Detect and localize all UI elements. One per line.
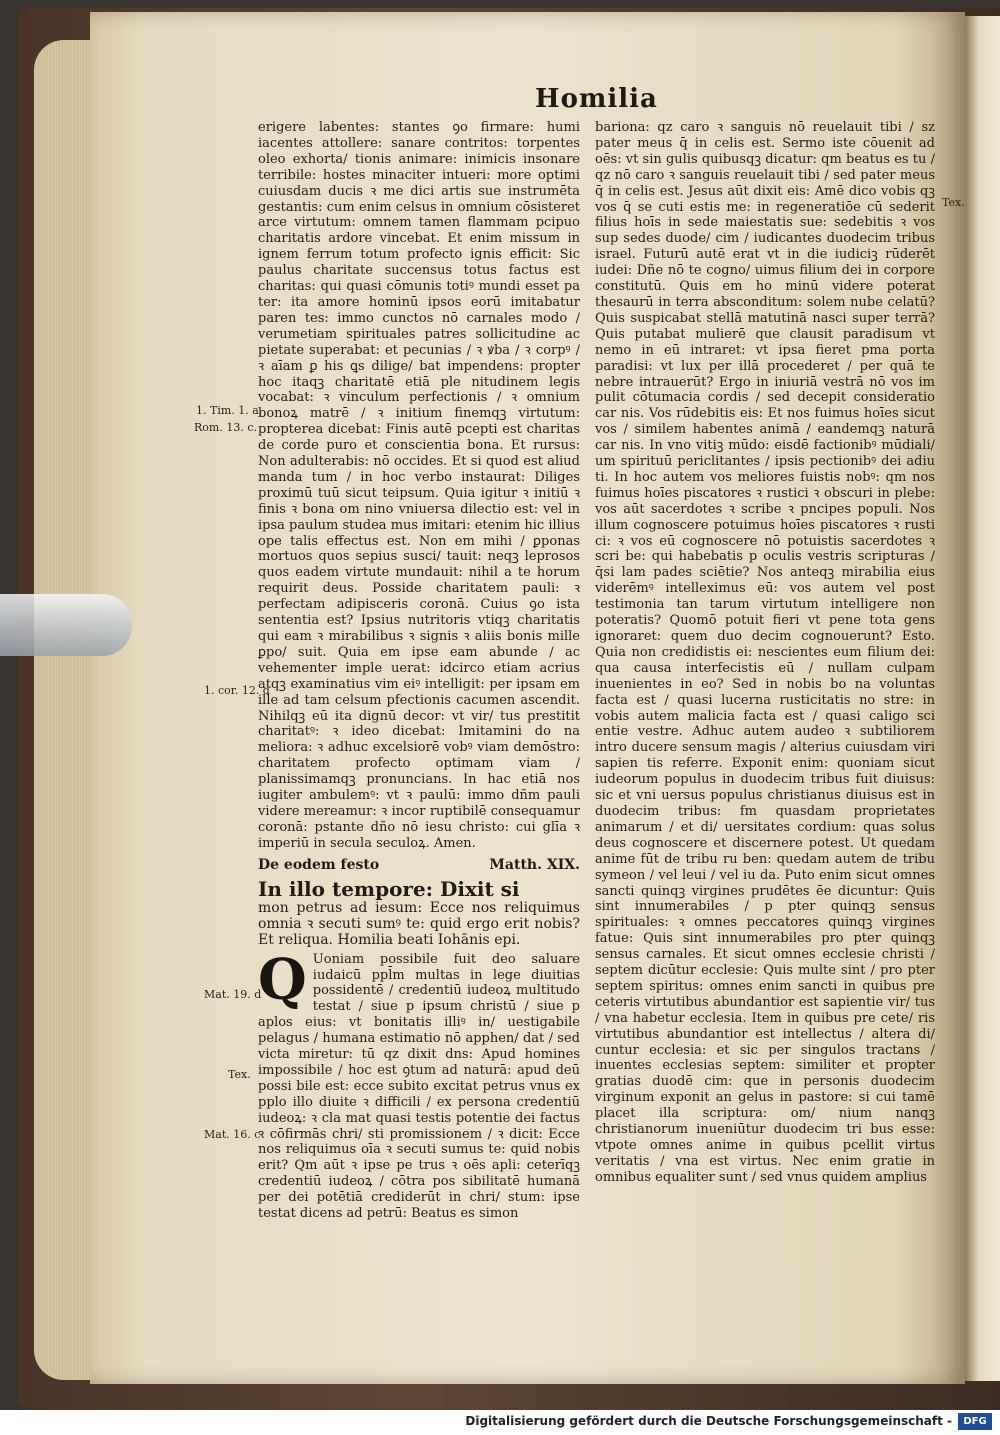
page-clip: [0, 594, 132, 656]
section-heading-label: De eodem festo: [258, 856, 380, 873]
margin-note-tim: 1. Tim. 1. a.: [196, 404, 263, 417]
margin-note-cor: 1. cor. 12. d: [204, 684, 270, 697]
left-paragraph-2-text: Uoniam possibile fuit deo saluare iudaicū ppl̄m multas in lege diuitias possidentē / credentiū iudeoꝝ multitudo testat / siue p ipsum christū / siue p aplos eius: vt bonitatis illiꝰ in/ uestigabile pelagus / humana estimatio nō apphen/ dat / sed victa miretur: tū qz dixit dns: Apud homines impossibile / hoc est ꝯtum ad naturā: apud deū possi bile est: ecce subito excitat petrus vnus ex pplo illo diuite ꝛ difficili / ex persona credentiū iudeoꝝ: ꝛ cla mat quasi testis potentie dei factus ꝛ cōfirmās chri/ sti promissionem / ꝛ dicit: Ecce nos reliquimus oīa ꝛ secuti sumus te: quid nobis erit? Qm aūt ꝛ ipse pe trus ꝛ oēs apli: ceterīqꝫ credentiū iudeoꝝ / cōtra pos sibilitatē humanā per dei potētiā crediderūt in chri/ stum: ipse testat dicens ad petrū: Beatus es simon: [258, 951, 580, 1222]
incipit: In illo tempore: Dixit si: [258, 876, 520, 901]
margin-note-mat16: Mat. 16. c: [204, 1128, 261, 1141]
footer-bar: [0, 1410, 1000, 1435]
facing-page-edge: [965, 16, 1000, 1381]
drop-capital: Q: [258, 946, 307, 1013]
section-reference: Matth. XIX.: [489, 856, 580, 873]
margin-note-tex-left: Tex.: [228, 1068, 251, 1081]
left-text-column: [258, 120, 580, 1222]
margin-note-rom: Rom. 13. c.: [194, 421, 257, 434]
margin-note-mat19: Mat. 19. d: [204, 988, 262, 1001]
right-text-column: [595, 120, 935, 1186]
margin-note-tex-right: Tex.: [942, 196, 965, 209]
footer-credit: Digitalisierung gefördert durch die Deutsche Forschungsgemeinschaft -: [465, 1414, 952, 1428]
running-head: Homilia: [535, 84, 658, 114]
left-paragraph-2: [258, 946, 580, 1222]
left-paragraph-1: erigere labentes: stantes ꝯo firmare: humi iacentes attollere: sanare contritos: torpentes oleo exhorta/ tionis animare: inimicis insonare terribile: hostes minaciter intueri: more optimi cuiusdam ducis ꝛ me dici artis sue instrumēta gestantis: cum enim celsus in omnium cōsisteret arce virtutum: omnem tamen flammam pcipuo charitatis ardore vincebat. Et enim missum in ignem ferrum totum profecto ignis efficit: Sic paulus charitate succensus totus factus est charitas: qui quasi cōmunis totiꝰ mundi esset pa ter: ita amore hominū ipsos eorū imitabatur paren tes: immo cunctos nō carnales modo / verumetiam spirituales patres sollicitudine ac pietate superabat: et pecunias / ꝛ ꝟba / ꝛ corpꝰ / ꝛ aīam ꝑ his ꝗs dilige/ bat impendens: propter hoc itaqꝫ charitatē etiā ple nitudinem legis vocabat: ꝛ vinculum perfectionis / ꝛ omnium bonoꝝ matrē / ꝛ initium finemqꝫ virtutum: propterea dicebat: Finis autē pcepti est charitas de corde puro et conscientia bona. Et rursus: Non adulterabis: nō occides. Et si quod est aliud manda tum / in hoc verbo instaurat: Diliges proximū tuū sicut teipsum. Quia igitur ꝛ initiū ꝛ finis ꝛ bona om nino vniuersa dilectio est: vel in ipsa paulum studea mus imitari: etenim hic illius ope talis effectus est. Non em mihi / ꝑponas mortuos quos sepius susci/ tauit: neqꝫ leprosos quos eadem virtute mundauit: nihil a te horum requirit deus. Posside charitatem pauli: ꝛ perfectam adipisceris coronā. Cuius ꝯo ista sententia est? Ipsius nutritoris vtiqꝫ charitatis qui eam ꝛ mirabilibus ꝛ signis ꝛ aliis bonis mille ꝑpo/ suit. Quia em ipse eam abunde / ac vehementer imple uerat: idcirco etiam acrius atqꝫ examinatius vim eiꝰ intelligit: per ipsam em ille ad tam celsum pfectionis cacumen ascendit. Nihilqꝫ eū ita dignū decor: vt vir/ tus prestitit charitatꝰ: ꝛ ideo dicebat: Imitamini do na meliora: ꝛ adhuc excelsiorē vobꝰ viam demōstro: charitatem profecto optimam viam / planissimamqꝫ pronuncians. In hac etiā nos iugiter ambulemꝰ: vt ꝛ paulū: immo dñm pauli videre mereamur: ꝛ incor ruptibilē consequamur coronā: pstante dño nō iesu christo: cui glīa ꝛ imperiū in secula seculoꝝ. Amen.: [258, 120, 580, 851]
dfg-logo-icon: DFG: [958, 1413, 992, 1430]
section-heading: [258, 858, 580, 874]
incipit-continuation: mon petrus ad iesum: Ecce nos reliquimus omnia ꝛ secuti sumꝰ te: quid ergo erit nobis? Et reliqua. Homilia beati Iohānis epi.: [258, 899, 580, 948]
right-paragraph-1: bariona: qz caro ꝛ sanguis nō reuelauit tibi / sz pater meus q̄ in celis est. Sermo iste cōuenit ad oēs: vt sin gulis quibusqꝫ dicatur: qm beatus es tu / qz nō caro ꝛ sanguis reuelauit tibi / sed pater meus q̄ in celis est. Jesus aūt dixit eis: Amē dico vobis qꝫ vos q̄ se cuti estis me: in regeneratiōe cū sederit filius hoīs in sede maiestatis sue: sedebitis ꝛ vos sup sedes duode/ cim / iudicantes duodecim tribus israel. Futurū autē erat vt in die iudiciꝫ rūderēt iudei: Dñe nō te cogno/ uimus filium dei in corpore constitutū. Quis em ho minū videre poterat thesaurū in terra absconditum: solem nube celatū? Quis suspicabat stellā matutinā nasci super terrā? Quis putabat mulierē que clausit paradisum vt nemo in eū intraret: vt ipsa fieret pma porta paradisi: vt lux per illā procederet / per quā te nebre intrauerūt? Ergo in iniuriā vestrā nō vos im pulit cōtumacia cordis / sed decepit consideratio car nis. Vos rūdebitis eis: Et nos fuimus hoīes sicut vos / similem habentes animā / eandemqꝫ naturā car nis. In vno vitiꝫ mūdo: eisdē factionibꝰ mūdiali/ um spirituū periclitantes / ipsis pectionibꝰ dei adiu ti. In hoc autem vos meliores fuistis nobꝰ: qm nos fuimus hoīes piscatores ꝛ rustici ꝛ obscuri in plebe: vos aūt sacerdotes ꝛ scribe ꝛ pncipes populi. Nos illum cognoscere potuimus hoīes piscatores ꝛ rusti ci: ꝛ vos eū cognoscere nō potuistis sacerdotes ꝛ scri be: qui habebatis p oculis vestris scripturas / q̄si lam pades sciētie? Nos anteqꝫ mirabilia eius viderēmꝰ intelleximus eū: vos autem vel post testimonia tan tarum virtutum intelligere non poteratis? Quomō potuit fieri vt pene tota gens ignoraret: quem duo decim cognouerunt? Esto. Quia non credidistis ei: nescientes eum filium dei: qua causa interfecistis eū / nullam culpam inuenientes in eo? Sed in nobis bo na voluntas facta est / quasi lucerna rusticitatis no stre: in vobis autem malicia facta est / quasi caligo sci entie vestre. Adhuc autem audeo ꝛ subtiliorem intro ducere sensum magis / alterius cuiusdam viri sapien tis referre. Exponit enim: quoniam sicut iudeorum populus in duodecim tribus fuit diuisus: sic et vni uersus populus christianus diuisus est in duodecim tribus: fm quasdam proprietates animarum / et di/ uersitates cordium: quas solus deus cognoscere et discernere potest. Ut quedam anime fūt de tribu ru ben: quedam autem de tribu symeon / vel leui / vel iu da. Puto enim sicut omnes sancti quinqꝫ virgines prudētes ēe dicuntur: Quis sint innumerabiles / p pter quinqꝫ sensus spirituales: ꝛ omnes peccatores quinqꝫ virgines fatue: Quis sint innumerabiles pro pter quinqꝫ sensus carnales. Et sicut omnes ecclesie christi / septem dicūtur ecclesie: Quis multe sint / pro pter septem spiritus: omnes enim sancti in quibus pre ceteris virtutibus abundantior est sapientie vir/ tus / vna habetur ecclesia. Item in quibus pre cete/ ris virtutibus abundantior est intellectus / altera di/ cuntur ecclesia: et sic per singulos tractans / inuentes ecclesias septem: similiter et propter gratias duodē cim: que in personis duodecim virginum exponit an gelus in pastore: si cui tamē placet illa scriptura: om/ nium nanqꝫ christianorum inueniūtur duodecim tri bus esse: vtpote omnes anime in quibus pcellit virtus veritatis / vna est virtus. Nec enim gratie in omnibus equaliter sunt / sed vnus quidem amplius: [595, 120, 935, 1185]
